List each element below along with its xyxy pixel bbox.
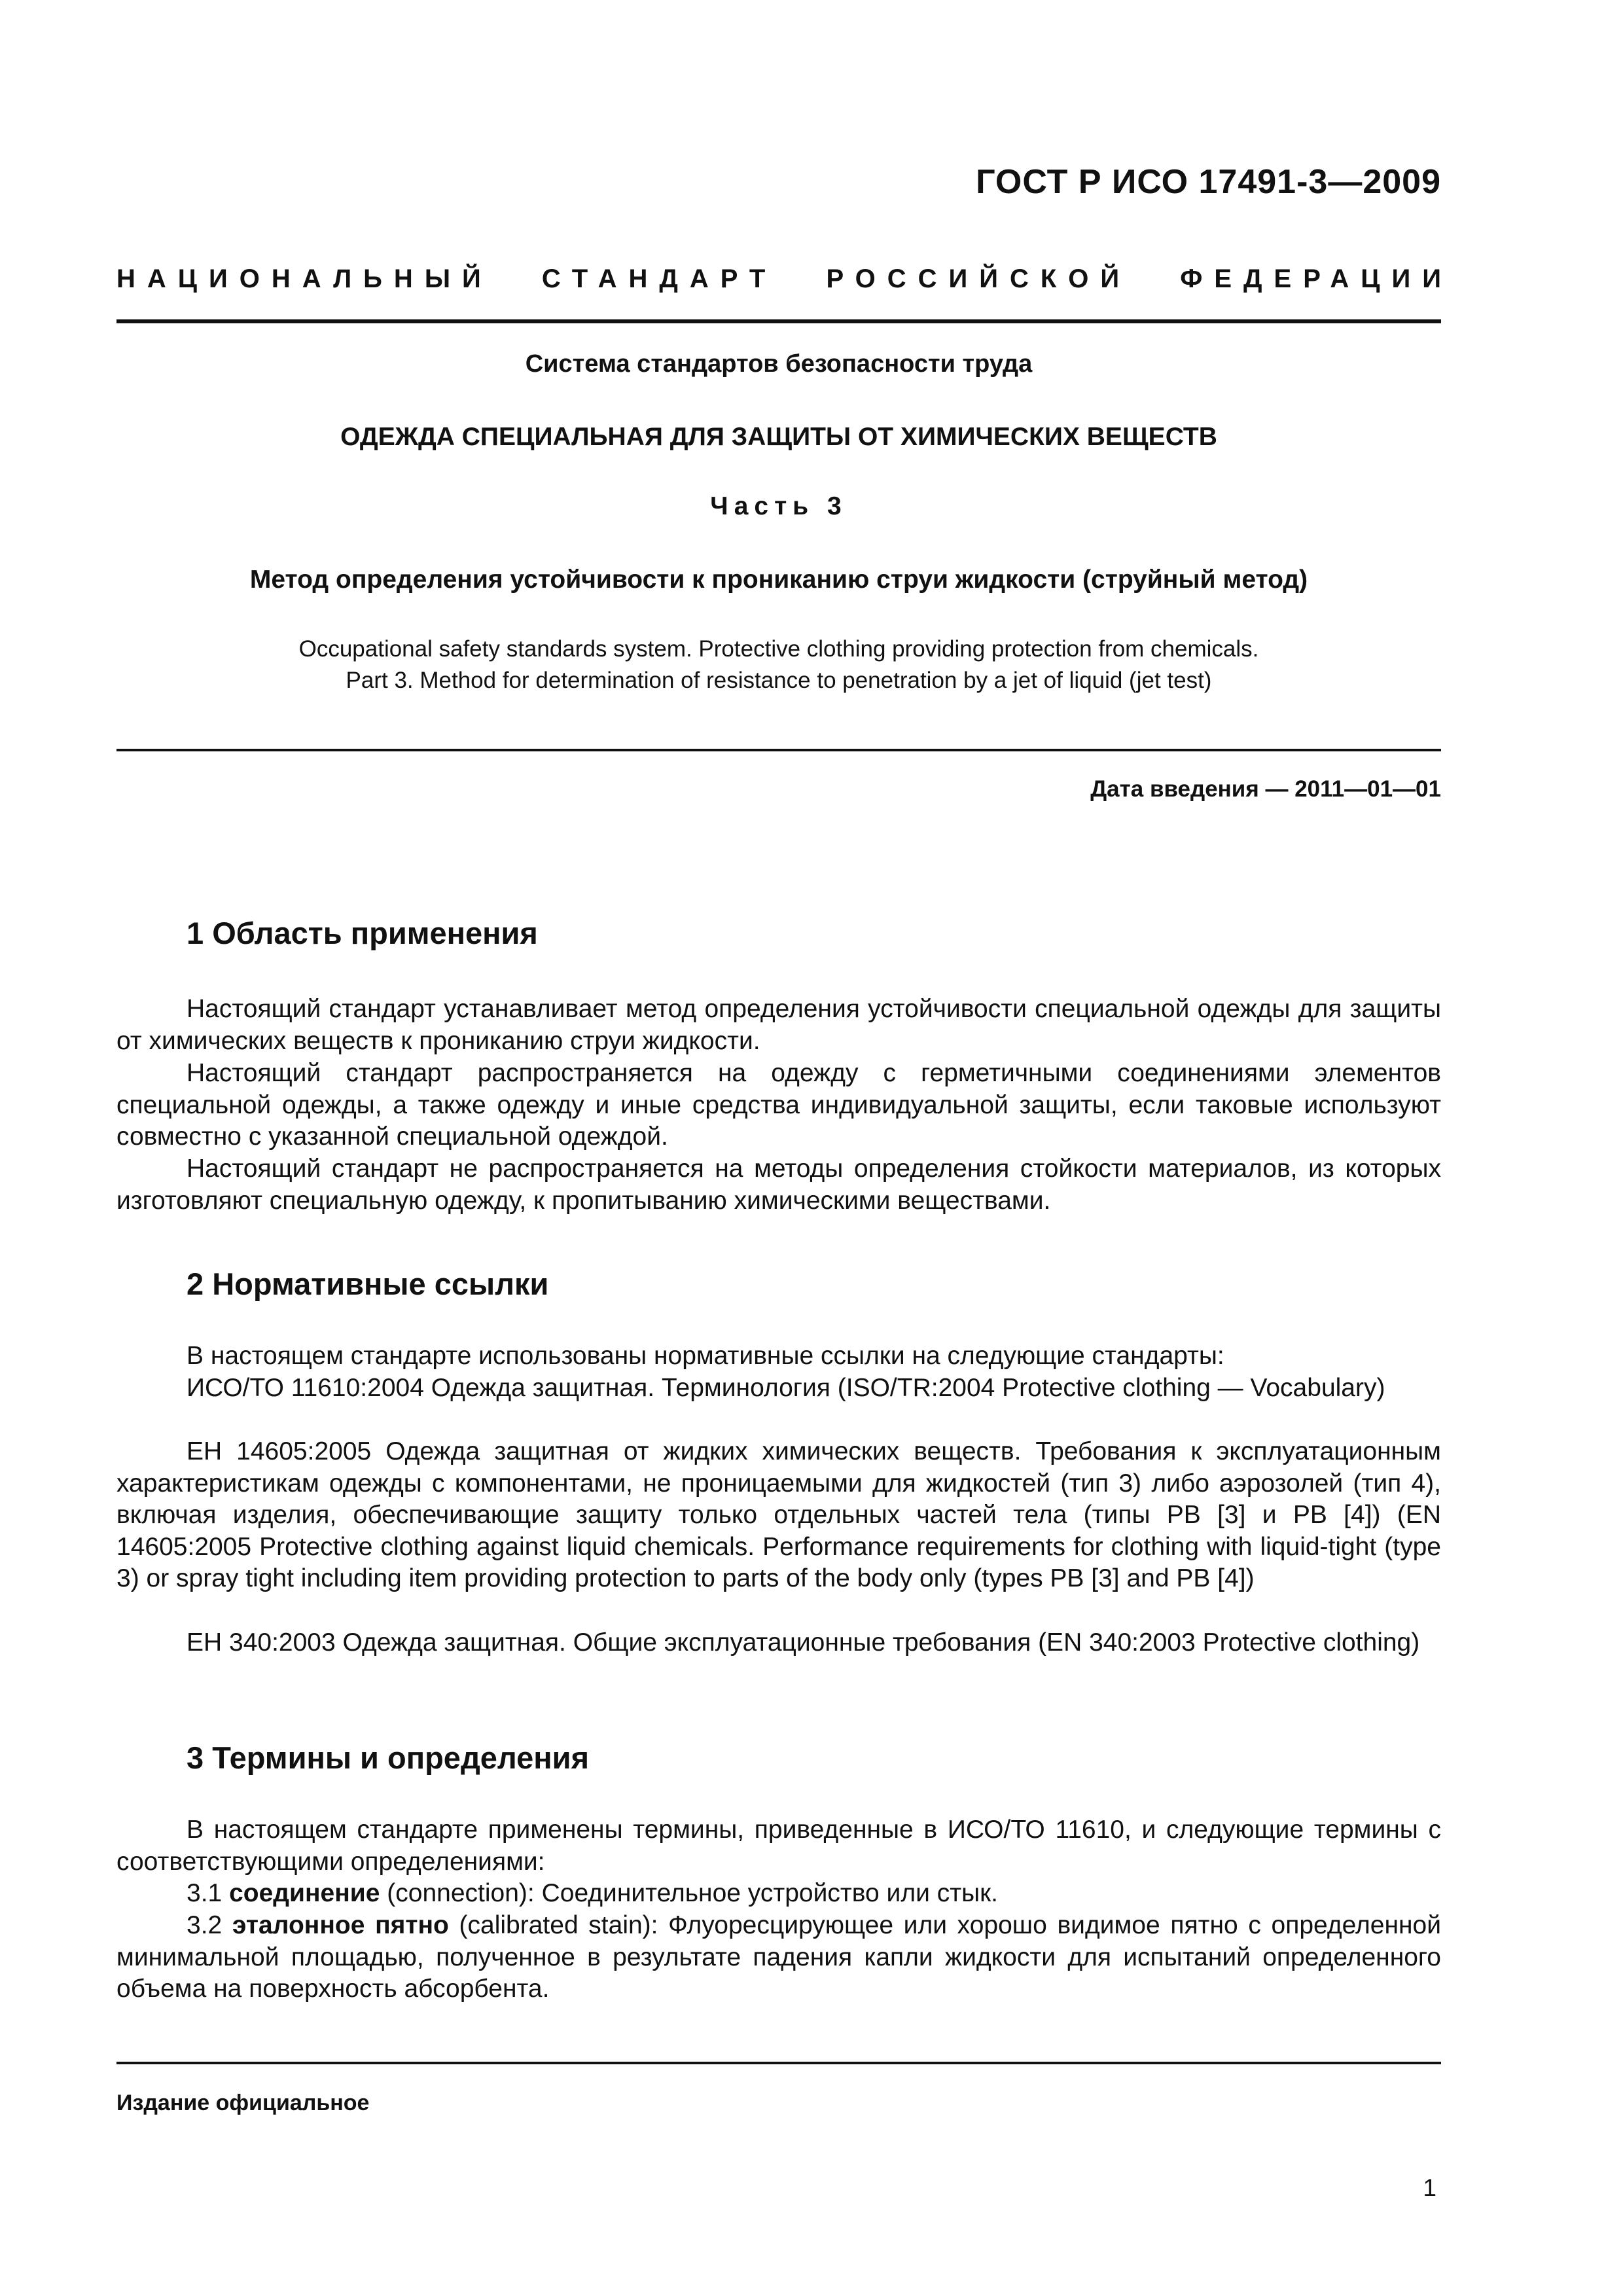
english-title-line-2: Part 3. Method for determination of resistance to penetration by a jet of liquid (jet test) bbox=[346, 668, 1212, 693]
english-title bbox=[116, 634, 1441, 696]
national-word-1: НАЦИОНАЛЬНЫЙ bbox=[116, 264, 493, 293]
system-title: Система стандартов безопасности труда bbox=[525, 350, 1033, 378]
term-3-1 bbox=[116, 1878, 1441, 1910]
term-3-1-number: 3.1 bbox=[187, 1879, 223, 1907]
main-title: ОДЕЖДА СПЕЦИАЛЬНАЯ ДЛЯ ЗАЩИТЫ ОТ ХИМИЧЕСКИХ ВЕЩЕСТВ bbox=[340, 423, 1217, 451]
national-standard-title bbox=[116, 264, 1453, 294]
national-word-2: СТАНДАРТ bbox=[541, 264, 777, 293]
section-1-paragraph-3: Настоящий стандарт не распространяется на методы определения стойкости материалов, из которых изготовляют специальную одежду, к пропитыванию химическими веществами. bbox=[116, 1155, 1441, 1215]
section-3-heading: 3 Термины и определения bbox=[187, 1740, 589, 1775]
section-1-paragraph-2: Настоящий стандарт распространяется на одежду с герметичными соединениями элементов специальной одежды, а также одежду и иные средства индивидуальной защиты, если таковые используют совместно с указанной специальной одеждой. bbox=[116, 1059, 1441, 1151]
header-divider bbox=[116, 319, 1441, 323]
section-2-reference-iso: ИСО/ТО 11610:2004 Одежда защитная. Терминология (ISO/TR:2004 Protective clothing — Vocabulary) bbox=[187, 1374, 1385, 1402]
term-3-1-term: соединение bbox=[229, 1879, 380, 1907]
term-3-2-number: 3.2 bbox=[187, 1911, 223, 1939]
term-3-1-definition: (connection): Соединительное устройство или стык. bbox=[380, 1879, 998, 1907]
document-number: ГОСТ Р ИСО 17491-3—2009 bbox=[976, 163, 1441, 201]
section-2-paragraph-1: В настоящем стандарте использованы нормативные ссылки на следующие стандарты: bbox=[187, 1342, 1224, 1370]
national-word-4: ФЕДЕРАЦИИ bbox=[1180, 264, 1453, 293]
footer-divider bbox=[116, 2062, 1441, 2064]
section-2-reference-en14605: ЕН 14605:2005 Одежда защитная от жидких химических веществ. Требования к эксплуатационным характеристикам одежды с компонентами, не проницаемыми для жидкостей (тип 3) либо аэрозолей (тип 4), включая изделия, обеспечивающие защиту только отдельных частей тела (типы PB [3] и PB [4]) (EN 14605:2005 Protective clothing against liquid chemicals. Performance requirements for clothing with liquid-tight (type 3) or spray tight including item providing protection to parts of the body only (types PB [3] and PB [4]) bbox=[116, 1437, 1441, 1592]
section-1-heading: 1 Область применения bbox=[187, 916, 538, 950]
section-1-paragraph-1: Настоящий стандарт устанавливает метод определения устойчивости специальной одежды для защиты от химических веществ к прониканию струи жидкости. bbox=[116, 995, 1441, 1055]
national-word-3: РОССИЙСКОЙ bbox=[826, 264, 1132, 293]
section-2-reference-en340: ЕН 340:2003 Одежда защитная. Общие эксплуатационные требования (EN 340:2003 Protective clothing) bbox=[187, 1628, 1420, 1657]
english-title-line-1: Occupational safety standards system. Protective clothing providing protection from chemicals. bbox=[298, 636, 1259, 662]
part-title: Часть 3 bbox=[710, 492, 847, 520]
introduction-date: Дата введения — 2011—01—01 bbox=[1090, 776, 1441, 802]
official-edition-label: Издание официальное bbox=[116, 2090, 370, 2115]
section-3-paragraph-1: В настоящем стандарте применены термины, приведенные в ИСО/ТО 11610, и следующие термины с соответствующими определениями: bbox=[116, 1816, 1441, 1876]
method-title: Метод определения устойчивости к прониканию струи жидкости (струйный метод) bbox=[249, 565, 1308, 594]
title-divider bbox=[116, 749, 1441, 751]
term-3-2-definition: (calibrated stain): Флуоресцирующее или хорошо видимое пятно с определенной минимальной площадью, полученное в результате падения капли жидкости для испытаний определенного объема на поверхность абсорбента. bbox=[116, 1911, 1441, 2003]
section-2-heading: 2 Нормативные ссылки bbox=[187, 1266, 549, 1301]
page-number: 1 bbox=[1423, 2174, 1436, 2201]
term-3-2 bbox=[116, 1910, 1441, 2005]
term-3-2-term: эталонное пятно bbox=[232, 1911, 449, 1939]
